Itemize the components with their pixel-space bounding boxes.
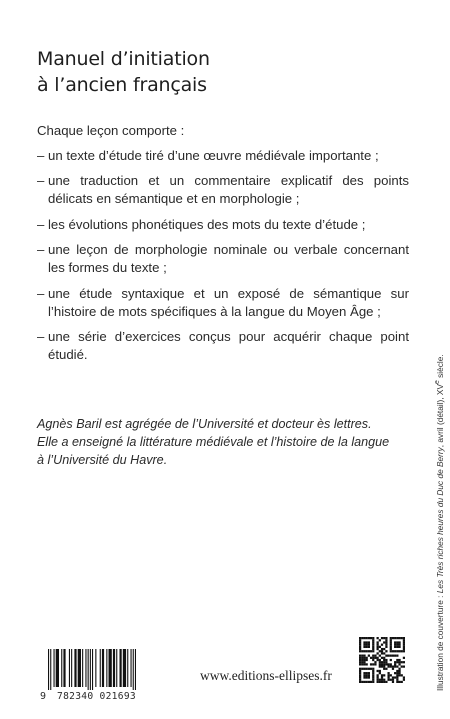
barcode-digits: 782340 021693 bbox=[57, 691, 136, 702]
qr-module bbox=[372, 650, 374, 652]
qr-module bbox=[392, 681, 394, 683]
qr-module bbox=[359, 657, 361, 659]
qr-module bbox=[396, 659, 398, 661]
qr-module bbox=[403, 650, 405, 652]
qr-module bbox=[361, 668, 363, 670]
title-line-1: Manuel d’initiation bbox=[37, 48, 210, 70]
qr-module bbox=[398, 670, 400, 672]
qr-module bbox=[383, 679, 385, 681]
qr-module bbox=[372, 679, 374, 681]
barcode-bars bbox=[48, 649, 194, 690]
qr-module bbox=[396, 644, 398, 646]
barcode-bar bbox=[116, 649, 117, 687]
qr-module bbox=[390, 637, 392, 639]
qr-module bbox=[359, 644, 361, 646]
qr-module bbox=[379, 650, 381, 652]
qr-module bbox=[372, 676, 374, 678]
qr-module bbox=[379, 663, 381, 665]
qr-module bbox=[396, 665, 398, 667]
qr-module bbox=[372, 672, 374, 674]
qr-module bbox=[390, 665, 392, 667]
qr-code-icon bbox=[359, 637, 405, 683]
qr-module bbox=[381, 650, 383, 652]
list-item: – les évolutions phonétiques des mots du texte d’étude ; bbox=[37, 216, 366, 232]
qr-module bbox=[368, 646, 370, 648]
publisher-website[interactable]: www.editions-ellipses.fr bbox=[200, 668, 332, 683]
qr-module bbox=[403, 648, 405, 650]
barcode-bar bbox=[109, 649, 112, 687]
qr-module bbox=[403, 679, 405, 681]
qr-module bbox=[385, 663, 387, 665]
qr-module bbox=[396, 650, 398, 652]
qr-module bbox=[398, 659, 400, 661]
qr-module bbox=[381, 665, 383, 667]
qr-module bbox=[370, 663, 372, 665]
qr-module bbox=[377, 648, 379, 650]
qr-module bbox=[403, 657, 405, 659]
qr-module bbox=[368, 650, 370, 652]
qr-module bbox=[359, 681, 361, 683]
qr-module bbox=[383, 661, 385, 663]
qr-module bbox=[361, 661, 363, 663]
qr-module bbox=[383, 637, 385, 639]
qr-module bbox=[390, 646, 392, 648]
author-bio bbox=[37, 415, 412, 469]
qr-module bbox=[366, 663, 368, 665]
qr-module bbox=[372, 668, 374, 670]
qr-module bbox=[368, 668, 370, 670]
qr-module bbox=[381, 674, 383, 676]
barcode-bar bbox=[135, 649, 136, 690]
qr-module bbox=[366, 637, 368, 639]
qr-module bbox=[379, 665, 381, 667]
qr-module bbox=[403, 641, 405, 643]
qr-module bbox=[359, 676, 361, 678]
qr-module bbox=[387, 672, 389, 674]
qr-module bbox=[385, 668, 387, 670]
qr-module bbox=[374, 657, 376, 659]
qr-module bbox=[368, 672, 370, 674]
qr-module bbox=[385, 637, 387, 639]
qr-module bbox=[392, 650, 394, 652]
qr-module bbox=[396, 681, 398, 683]
qr-module bbox=[385, 639, 387, 641]
qr-module bbox=[381, 676, 383, 678]
qr-module bbox=[363, 661, 365, 663]
list-item: – une leçon de morphologie nominale ou verbale concernant les formes du texte ; bbox=[37, 242, 409, 276]
qr-module bbox=[372, 681, 374, 683]
qr-module bbox=[366, 657, 368, 659]
qr-module bbox=[392, 665, 394, 667]
barcode-bar bbox=[113, 649, 115, 687]
qr-module bbox=[381, 652, 383, 654]
lesson-intro: Chaque leçon comporte : bbox=[37, 123, 185, 138]
cover-illustration-credit: Illustration de couverture : Les Très riches heures du Duc de Berry, avril (détail), XVe siècle. bbox=[434, 354, 445, 691]
qr-module bbox=[403, 644, 405, 646]
qr-module bbox=[366, 676, 368, 678]
list-item: – une série d’exercices conçus pour acquérir chaque point étudié. bbox=[37, 328, 409, 362]
qr-module bbox=[394, 672, 396, 674]
qr-module bbox=[383, 659, 385, 661]
qr-module bbox=[385, 641, 387, 643]
qr-module bbox=[383, 665, 385, 667]
qr-module bbox=[379, 679, 381, 681]
barcode-bar bbox=[131, 649, 132, 687]
qr-module bbox=[372, 659, 374, 661]
qr-module bbox=[366, 650, 368, 652]
dash-marker: – bbox=[37, 285, 45, 301]
qr-module bbox=[396, 672, 398, 674]
qr-module bbox=[387, 676, 389, 678]
qr-module bbox=[398, 650, 400, 652]
qr-module bbox=[398, 644, 400, 646]
qr-module bbox=[401, 665, 403, 667]
qr-module bbox=[381, 637, 383, 639]
bio-line-1: Agnès Baril est agrégée de l’Université et docteur ès lettres. bbox=[37, 417, 372, 431]
qr-module bbox=[379, 639, 381, 641]
qr-module bbox=[394, 663, 396, 665]
barcode-bar bbox=[85, 649, 86, 687]
qr-module bbox=[377, 676, 379, 678]
title-line-2: à l’ancien français bbox=[37, 74, 207, 96]
qr-module bbox=[361, 637, 363, 639]
qr-module bbox=[377, 652, 379, 654]
book-title bbox=[37, 46, 397, 98]
qr-module bbox=[372, 670, 374, 672]
barcode-bar bbox=[63, 649, 65, 687]
qr-module bbox=[390, 648, 392, 650]
qr-module bbox=[396, 637, 398, 639]
qr-module bbox=[394, 641, 396, 643]
qr-module bbox=[394, 644, 396, 646]
qr-module bbox=[383, 681, 385, 683]
qr-module bbox=[385, 644, 387, 646]
qr-module bbox=[383, 674, 385, 676]
qr-module bbox=[398, 663, 400, 665]
qr-module bbox=[359, 655, 361, 657]
qr-module bbox=[403, 661, 405, 663]
isbn-barcode bbox=[40, 649, 195, 705]
qr-module bbox=[381, 648, 383, 650]
qr-module bbox=[368, 641, 370, 643]
dash-marker: – bbox=[37, 173, 45, 189]
qr-module bbox=[398, 661, 400, 663]
qr-module bbox=[363, 644, 365, 646]
qr-module bbox=[359, 670, 361, 672]
qr-module bbox=[363, 674, 365, 676]
qr-module bbox=[401, 681, 403, 683]
qr-module bbox=[372, 674, 374, 676]
qr-module bbox=[370, 637, 372, 639]
qr-module bbox=[377, 657, 379, 659]
qr-module bbox=[394, 637, 396, 639]
qr-module bbox=[374, 655, 376, 657]
qr-module bbox=[387, 663, 389, 665]
qr-module bbox=[377, 644, 379, 646]
barcode-bar bbox=[90, 649, 91, 690]
qr-module bbox=[370, 668, 372, 670]
qr-module bbox=[401, 661, 403, 663]
qr-module bbox=[359, 668, 361, 670]
qr-module bbox=[359, 679, 361, 681]
qr-module bbox=[372, 663, 374, 665]
qr-module bbox=[359, 641, 361, 643]
barcode-bar bbox=[88, 649, 89, 690]
qr-module bbox=[396, 655, 398, 657]
qr-module bbox=[396, 674, 398, 676]
barcode-bar bbox=[54, 649, 55, 687]
qr-module bbox=[387, 679, 389, 681]
barcode-bar bbox=[69, 649, 70, 687]
qr-module bbox=[383, 652, 385, 654]
qr-module bbox=[359, 659, 361, 661]
qr-module bbox=[370, 657, 372, 659]
qr-module bbox=[359, 672, 361, 674]
qr-module bbox=[394, 661, 396, 663]
qr-module bbox=[381, 681, 383, 683]
qr-module bbox=[368, 681, 370, 683]
qr-module bbox=[372, 648, 374, 650]
qr-module bbox=[377, 679, 379, 681]
qr-module bbox=[368, 655, 370, 657]
qr-module bbox=[359, 650, 361, 652]
dash-marker: – bbox=[37, 216, 45, 232]
qr-module bbox=[363, 655, 365, 657]
qr-module bbox=[385, 681, 387, 683]
qr-module bbox=[372, 655, 374, 657]
qr-module bbox=[390, 679, 392, 681]
barcode-bar bbox=[100, 649, 101, 687]
bio-line-2: Elle a enseigné la littérature médiévale et l’histoire de la langue bbox=[37, 435, 390, 449]
qr-module bbox=[379, 670, 381, 672]
qr-module bbox=[359, 663, 361, 665]
qr-module bbox=[383, 657, 385, 659]
qr-module bbox=[390, 644, 392, 646]
qr-module bbox=[383, 648, 385, 650]
qr-module bbox=[385, 646, 387, 648]
qr-module bbox=[372, 641, 374, 643]
qr-module bbox=[398, 672, 400, 674]
dash-marker: – bbox=[37, 148, 45, 163]
qr-module bbox=[394, 650, 396, 652]
barcode-bar bbox=[61, 649, 62, 687]
qr-module bbox=[359, 661, 361, 663]
qr-module bbox=[390, 655, 392, 657]
barcode-bar bbox=[74, 649, 76, 687]
qr-module bbox=[366, 641, 368, 643]
qr-module bbox=[398, 681, 400, 683]
list-item: – une étude syntaxique et un exposé de sémantique sur l’histoire de mots spécifiques à la langue du Moyen Âge ; bbox=[37, 285, 409, 319]
qr-module bbox=[368, 637, 370, 639]
qr-module bbox=[377, 646, 379, 648]
qr-module bbox=[361, 659, 363, 661]
qr-module bbox=[398, 674, 400, 676]
barcode-bar bbox=[123, 649, 126, 687]
barcode-bar bbox=[82, 649, 83, 687]
qr-module bbox=[387, 674, 389, 676]
qr-module bbox=[377, 637, 379, 639]
qr-module bbox=[370, 650, 372, 652]
qr-module bbox=[363, 646, 365, 648]
qr-module bbox=[383, 663, 385, 665]
barcode-bar bbox=[50, 649, 51, 690]
qr-module bbox=[403, 639, 405, 641]
qr-module bbox=[390, 663, 392, 665]
barcode-bar bbox=[71, 649, 72, 687]
qr-module bbox=[359, 674, 361, 676]
barcode-bar bbox=[106, 649, 107, 687]
dash-marker: – bbox=[37, 328, 45, 344]
dash-marker: – bbox=[37, 242, 45, 258]
barcode-bar bbox=[102, 649, 104, 687]
qr-module bbox=[390, 659, 392, 661]
qr-module bbox=[394, 655, 396, 657]
qr-module bbox=[377, 659, 379, 661]
qr-module bbox=[372, 639, 374, 641]
qr-module bbox=[381, 657, 383, 659]
qr-module bbox=[379, 659, 381, 661]
qr-module bbox=[385, 661, 387, 663]
qr-module bbox=[401, 674, 403, 676]
qr-module bbox=[366, 659, 368, 661]
qr-module bbox=[401, 650, 403, 652]
qr-module bbox=[392, 655, 394, 657]
qr-module bbox=[383, 668, 385, 670]
qr-module bbox=[381, 661, 383, 663]
qr-module bbox=[359, 646, 361, 648]
qr-module bbox=[381, 679, 383, 681]
qr-module bbox=[366, 646, 368, 648]
qr-module bbox=[401, 637, 403, 639]
qr-module bbox=[363, 676, 365, 678]
qr-module bbox=[403, 665, 405, 667]
qr-module bbox=[396, 670, 398, 672]
qr-module bbox=[387, 665, 389, 667]
qr-module bbox=[403, 676, 405, 678]
qr-module bbox=[366, 668, 368, 670]
list-item: – une traduction et un commentaire explicatif des points délicats en sémantique et en morphologie ; bbox=[37, 173, 409, 207]
qr-module bbox=[363, 650, 365, 652]
qr-module bbox=[372, 637, 374, 639]
qr-module bbox=[363, 657, 365, 659]
qr-module bbox=[396, 641, 398, 643]
qr-module bbox=[379, 646, 381, 648]
qr-module bbox=[363, 681, 365, 683]
qr-module bbox=[363, 641, 365, 643]
qr-module bbox=[366, 644, 368, 646]
qr-module bbox=[403, 637, 405, 639]
qr-module bbox=[396, 679, 398, 681]
qr-module bbox=[359, 648, 361, 650]
qr-module bbox=[390, 639, 392, 641]
barcode-bar bbox=[133, 649, 134, 690]
barcode-bar bbox=[127, 649, 128, 687]
qr-module bbox=[398, 668, 400, 670]
qr-module bbox=[379, 672, 381, 674]
qr-module bbox=[385, 655, 387, 657]
qr-module bbox=[361, 681, 363, 683]
qr-module bbox=[361, 663, 363, 665]
qr-module bbox=[368, 676, 370, 678]
qr-module bbox=[398, 637, 400, 639]
barcode-bar bbox=[78, 649, 81, 687]
barcode-first-digit: 9 bbox=[40, 691, 47, 702]
qr-module bbox=[385, 650, 387, 652]
qr-module bbox=[361, 650, 363, 652]
qr-module bbox=[366, 674, 368, 676]
qr-module bbox=[379, 661, 381, 663]
qr-module bbox=[394, 676, 396, 678]
qr-module bbox=[394, 646, 396, 648]
qr-module bbox=[372, 657, 374, 659]
qr-module bbox=[381, 663, 383, 665]
qr-module bbox=[390, 674, 392, 676]
qr-module bbox=[368, 674, 370, 676]
bio-line-3: à l’Université du Havre. bbox=[37, 453, 168, 467]
qr-module bbox=[363, 672, 365, 674]
qr-module bbox=[366, 681, 368, 683]
qr-module bbox=[387, 655, 389, 657]
qr-module bbox=[363, 668, 365, 670]
qr-module bbox=[398, 641, 400, 643]
qr-module bbox=[396, 661, 398, 663]
qr-module bbox=[363, 663, 365, 665]
qr-module bbox=[359, 637, 361, 639]
qr-module bbox=[381, 644, 383, 646]
barcode-bar bbox=[48, 649, 49, 690]
barcode-bar bbox=[56, 649, 59, 687]
barcode-bar bbox=[120, 649, 122, 687]
qr-module bbox=[372, 644, 374, 646]
qr-module bbox=[385, 659, 387, 661]
barcode-bar bbox=[95, 649, 96, 687]
qr-module bbox=[379, 655, 381, 657]
qr-module bbox=[363, 659, 365, 661]
qr-module bbox=[390, 641, 392, 643]
qr-module bbox=[359, 639, 361, 641]
lesson-contents-list bbox=[37, 147, 409, 371]
qr-module bbox=[361, 655, 363, 657]
qr-module bbox=[374, 663, 376, 665]
qr-module bbox=[392, 637, 394, 639]
qr-module bbox=[377, 670, 379, 672]
qr-module bbox=[374, 661, 376, 663]
qr-module bbox=[394, 665, 396, 667]
qr-module bbox=[396, 676, 398, 678]
qr-module bbox=[390, 650, 392, 652]
qr-module bbox=[377, 674, 379, 676]
qr-module bbox=[396, 646, 398, 648]
qr-module bbox=[366, 672, 368, 674]
qr-module bbox=[398, 646, 400, 648]
qr-module bbox=[379, 681, 381, 683]
qr-module bbox=[368, 644, 370, 646]
qr-module bbox=[372, 646, 374, 648]
qr-module bbox=[383, 641, 385, 643]
qr-module bbox=[403, 646, 405, 648]
qr-module bbox=[377, 681, 379, 683]
qr-module bbox=[392, 676, 394, 678]
qr-module bbox=[377, 641, 379, 643]
list-item: – un texte d’étude tiré d’une œuvre médiévale importante ; bbox=[37, 148, 379, 163]
qr-module bbox=[363, 637, 365, 639]
qr-module bbox=[392, 679, 394, 681]
qr-module bbox=[361, 657, 363, 659]
qr-module bbox=[370, 681, 372, 683]
qr-module bbox=[392, 668, 394, 670]
barcode-bar bbox=[92, 649, 93, 690]
